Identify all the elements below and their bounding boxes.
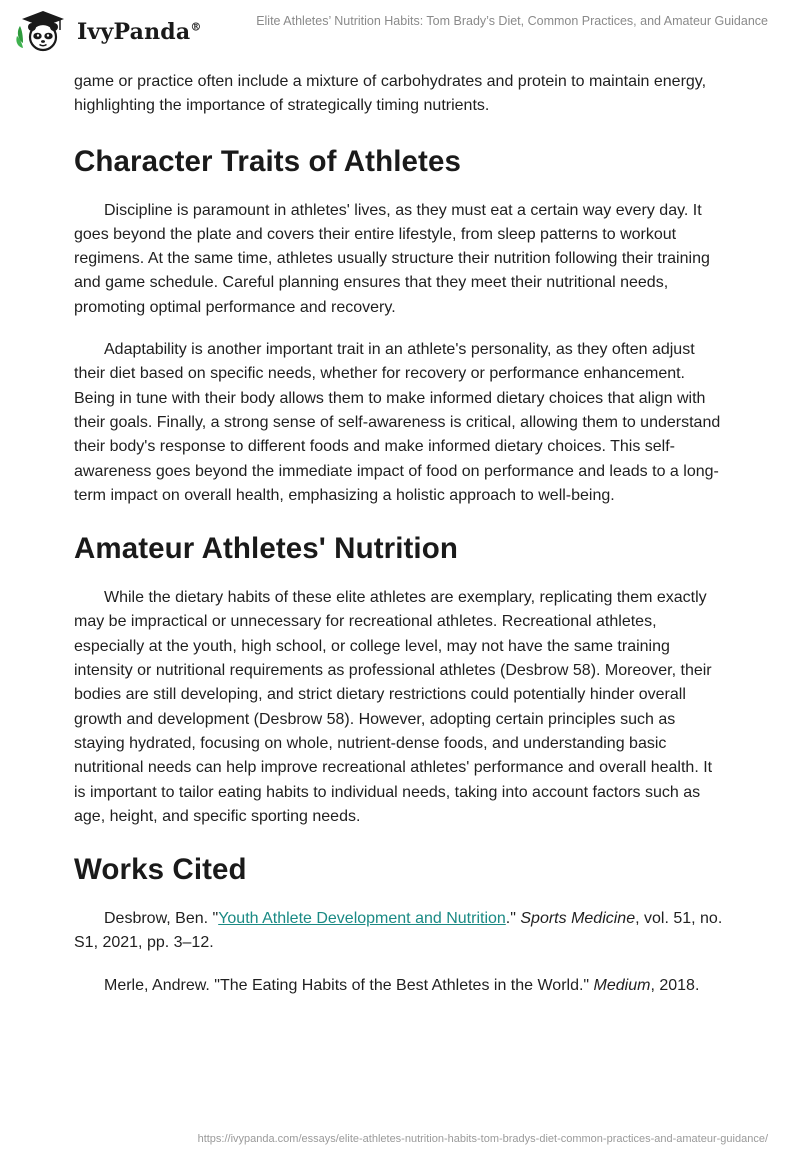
paragraph-discipline: Discipline is paramount in athletes' lives, as they must eat a certain way every day. It goes beyond the plate and covers their entire lifestyle, from sleep patterns to workout regimens. At the same time, athletes usually structure their nutrition following their training and game schedule. Careful planning ensures that they meet their nutritional needs, promoting optimal performance and recovery. [74,201,710,316]
page-header [0,0,800,64]
panda-graduate-icon [14,8,72,54]
citation-punct: ." [505,910,521,928]
document-title: Elite Athletes’ Nutrition Habits: Tom Brady’s Diet, Common Practices, and Amateur Guidance [256,14,768,28]
citation-author: Desbrow, Ben. " [104,910,219,928]
citation-source: Sports Medicine [520,910,636,928]
intro-paragraph: game or practice often include a mixture of carbohydrates and protein to maintain energy, highlighting the importance of strategically timing nutrients. [74,73,707,115]
ivypanda-logo[interactable] [14,8,254,56]
citation-entry [74,974,726,998]
citation-author: Merle, Andrew. "The Eating Habits of the Best Athletes in the World." [104,976,594,994]
paragraph-amateur: While the dietary habits of these elite athletes are exemplary, replicating them exactly may be impractical or unnecessary for recreational athletes. Recreational athletes, especially at the youth, high school, or college level, may not have the same training intensity or nutritional requirements as professional athletes (Desbrow 58). Moreover, their bodies are still developing, and strict dietary restrictions could potentially hinder overall growth and development (Desbrow 58). However, adopting certain principles such as staying hydrated, focusing on whole, nutrient-dense foods, and understanding basic nutritional needs can help improve recreational athletes' performance and overall health. It is important to tailor eating habits to individual needs, taking into account factors such as age, height, and specific sporting needs. [74,589,713,825]
citation-link[interactable]: Youth Athlete Development and Nutrition [218,910,506,928]
essay-body [74,70,726,998]
paragraph-adaptability: Adaptability is another important trait in an athlete's personality, as they often adjust their diet based on specific needs, whether for recovery or performance enhancement. Being in tune with their body allows them to make informed dietary choices that align with their goals. Finally, a strong sense of self-awareness is critical, allowing them to understand their body's response to different foods and make informed dietary choices. This self-awareness goes beyond the immediate impact of food on performance and leads to a long-term impact on overall health, emphasizing a holistic approach to well-being. [74,341,721,504]
citation-details: , 2018. [650,976,700,994]
brand-name: IvyPanda® [77,19,202,45]
section-heading-amateur-nutrition: Amateur Athletes' Nutrition [74,532,458,566]
citation-source: Medium [593,976,651,994]
footer-url: https://ivypanda.com/essays/elite-athletes-nutrition-habits-tom-bradys-diet-common-practices-and-amateur-guidance/ [197,1133,768,1145]
citation-entry [74,907,726,956]
works-cited-heading: Works Cited [74,853,247,887]
citation-details: , vol. 51, no. S1, 2021, pp. 3–12. [74,910,723,952]
registered-mark: ® [190,20,202,34]
section-heading-character-traits: Character Traits of Athletes [74,144,461,178]
